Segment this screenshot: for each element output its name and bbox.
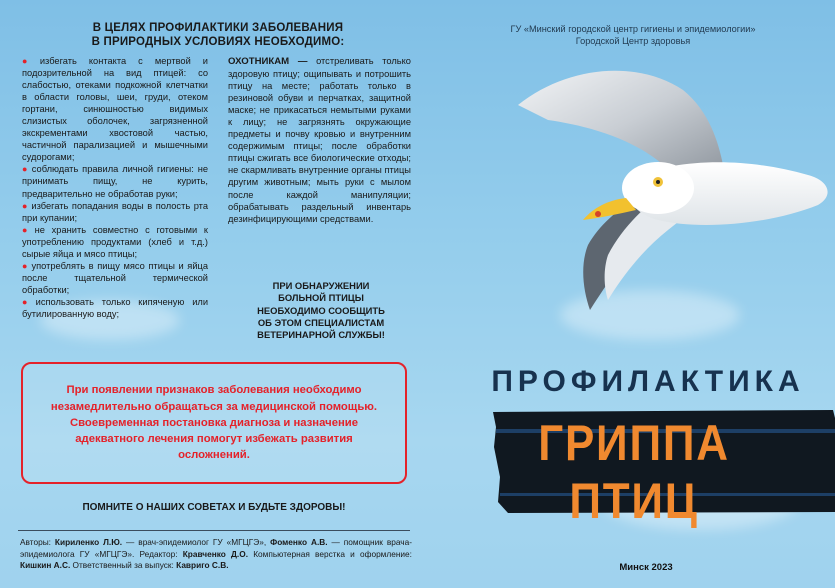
author-role: Компьютерная верстка и оформление: (248, 548, 412, 559)
divider (18, 530, 410, 531)
author-name: Кравченко Д.О. (182, 548, 248, 559)
org-line: Городской Центр здоровья (575, 36, 691, 46)
notice-line: БОЛЬНОЙ ПТИЦЫ (278, 292, 364, 304)
notice-line: ОБ ЭТОМ СПЕЦИАЛИСТАМ (257, 316, 385, 328)
hunters-text: отстреливать только здоровую птицу; ощипывать и потрошить птицу на месте; работать только в резиновой обуви и перчатках, защитной маске; не прикасаться немытыми руками к лицу; не загрязнять окружающие предметы и почву кровью и внутренним содержимым птицы; после обработки птицы сжигать все биологические отходы; не скармливать внутренние органы птицы другим животным; мыть руки с мылом после каждой манипуляции; обрабатывать раздельный инвентарь дезинфицирующими средствами. (228, 56, 411, 224)
notice-line: ПРИ ОБНАРУЖЕНИИ (272, 280, 370, 291)
bullet-icon: ● (22, 224, 32, 235)
title-top: ПРОФИЛАКТИКА (491, 365, 805, 398)
bullet-icon: ● (22, 260, 29, 271)
authors-prefix: Авторы: (20, 537, 51, 547)
title-main: ГРИППА ПТИЦ (538, 415, 730, 529)
prevention-list (22, 55, 208, 320)
heading-line: В ПРИРОДНЫХ УСЛОВИЯХ НЕОБХОДИМО: (91, 36, 345, 48)
list-item (22, 163, 208, 199)
organization-name (468, 23, 798, 47)
author-role: — помощник врача-эпидемиолога ГУ «МГЦГЭ». Редактор: (20, 537, 412, 559)
notice-line: ВЕТЕРИНАРНОЙ СЛУЖБЫ! (257, 329, 385, 341)
author-name: Кириленко Л.Ю. (54, 537, 123, 547)
heading-line: В ЦЕЛЯХ ПРОФИЛАКТИКИ ЗАБОЛЕВАНИЯ (92, 22, 344, 34)
list-item (22, 200, 208, 224)
list-item-text: не хранить совместно с готовыми к употреблению продуктами (хлеб и т.д.) сырые яйца и мясо птицы; (22, 224, 208, 259)
list-item-text: использовать только кипяченую или бутилированную воду; (22, 296, 209, 319)
author-name: Фоменко А.В. (270, 537, 328, 547)
bullet-icon: ● (22, 200, 29, 211)
list-item (22, 224, 208, 260)
author-role: Ответственный за выпуск: (70, 560, 177, 570)
list-item-text: избегать контакта с мертвой и подозрительной на вид птицей: со слабостью, отеками подкожной клетчатки в области головы, шеи, груди, отеком гортани, синюшностью видимых слизистых оболочек, загрязненной экскрементами хвостовой частью, частичной парализацией и мышечными судорогами; (22, 56, 208, 163)
hunters-title: ОХОТНИКАМ — (228, 56, 308, 67)
prevention-heading (68, 21, 368, 49)
alert-text: При появлении признаков заболевания необходимо незамедлительно обращаться за медицинской помощью. Своевременная постановка диагноза и назначение адекватного лечения помогут избежать развития осложнений. (50, 384, 378, 462)
city-year: Минск 2023 (619, 562, 673, 573)
list-item-text: соблюдать правила личной гигиены: не принимать пищу, не курить, предварительно не обработав руки; (22, 164, 209, 199)
list-item (22, 55, 208, 163)
author-role: — врач-эпидемиолог ГУ «МГЦГЭ», (122, 537, 271, 547)
list-item-text: избегать попадания воды в полость рта при купании; (22, 200, 208, 223)
notice-line: НЕОБХОДИМО СООБЩИТЬ (257, 304, 385, 316)
author-name: Кавриго С.В. (176, 560, 229, 570)
medical-help-alert-box (21, 362, 407, 484)
report-sick-bird-notice (232, 280, 410, 341)
bullet-icon: ● (22, 296, 33, 307)
remember-slogan: ПОМНИТЕ О НАШИХ СОВЕТАХ И БУДЬТЕ ЗДОРОВЫ! (82, 502, 346, 513)
bullet-icon: ● (22, 164, 29, 175)
hunters-advice (228, 55, 411, 225)
org-line: ГУ «Минский городской центр гигиены и эпидемиологии» (510, 24, 756, 34)
right-panel-cover (418, 0, 835, 588)
author-name: Кишкин А.С. (20, 560, 71, 570)
bullet-icon: ● (22, 56, 37, 66)
list-item (22, 296, 208, 320)
list-item-text: употреблять в пищу мясо птицы и яйца после тщательной термической обработки; (22, 260, 209, 295)
seagull-illustration (508, 60, 835, 320)
authors-credits (20, 537, 412, 572)
list-item (22, 260, 208, 296)
